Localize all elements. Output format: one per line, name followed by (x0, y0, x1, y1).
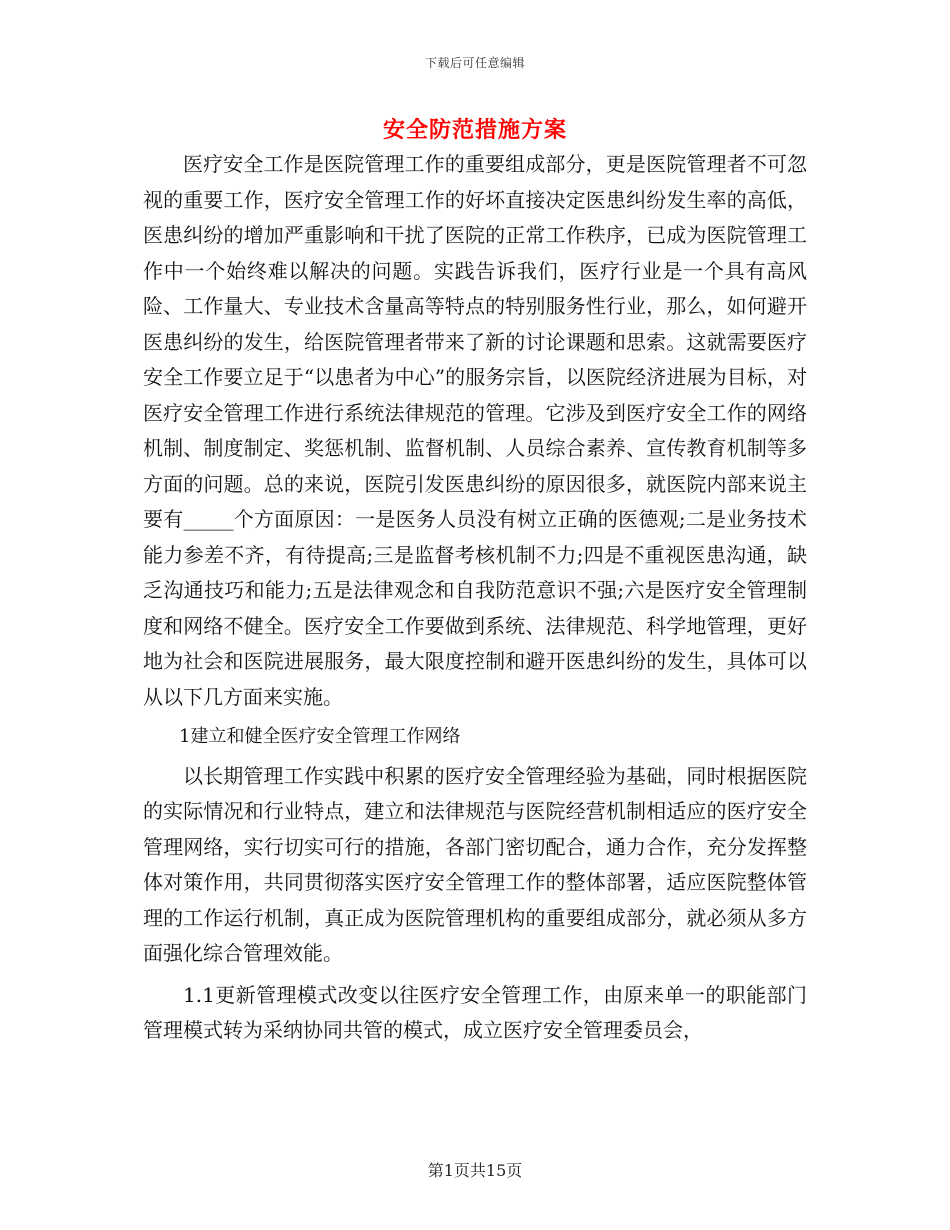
intro-paragraph: 医疗安全工作是医院管理工作的重要组成部分，更是医院管理者不可忽视的重要工作，医疗安全管理工作的好坏直接决定医患纠纷发生率的高低，医患纠纷的增加严重影响和干扰了医院的正常工作秩序，已成为医院管理工作中一个始终难以解决的问题。实践告诉我们，医疗行业是一个具有高风险、工作量大、专业技术含量高等特点的特别服务性行业，那么，如何避开医患纠纷的发生，给医院管理者带来了新的讨论课题和思索。这就需要医疗安全工作要立足于“以患者为中心”的服务宗旨，以医院经济进展为目标，对医疗安全管理工作进行系统法律规范的管理。它涉及到医疗安全工作的网络机制、制度制定、奖惩机制、监督机制、人员综合素养、宣传教育机制等多方面的问题。总的来说，医院引发医患纠纷的原因很多，就医院内部来说主要有_____个方面原因：一是医务人员没有树立正确的医德观;二是业务技术能力参差不齐，有待提高;三是监督考核机制不力;四是不重视医患沟通，缺乏沟通技巧和能力;五是法律观念和自我防范意识不强;六是医疗安全管理制度和网络不健全。医疗安全工作要做到系统、法律规范、科学地管理，更好地为社会和医院进展服务，最大限度控制和避开医患纠纷的发生，具体可以从以下几方面来实施。 (143, 152, 807, 709)
section-1-1-paragraph: 1.1更新管理模式改变以往医疗安全管理工作，由原来单一的职能部门管理模式转为采纳协同共管的模式，成立医疗安全管理委员会， (143, 982, 807, 1042)
header-note: 下载后可任意编辑 (424, 56, 525, 70)
page-number: 第1页共15页 (427, 1161, 523, 1180)
section-1-paragraph: 以长期管理工作实践中积累的医疗安全管理经验为基础，同时根据医院的实际情况和行业特点，建立和法律规范与医院经营机制相适应的医疗安全管理网络，实行切实可行的措施，各部门密切配合，通力合作，充分发挥整体对策作用，共同贯彻落实医疗安全管理工作的整体部署，适应医院整体管理的工作运行机制，真正成为医院管理机构的重要组成部分，就必须从多方面强化综合管理效能。 (143, 763, 807, 965)
document-body (143, 147, 807, 1049)
document-title: 安全防范措施方案 (382, 117, 567, 143)
section-heading-1: 1建立和健全医疗安全管理工作网络 (179, 726, 461, 747)
